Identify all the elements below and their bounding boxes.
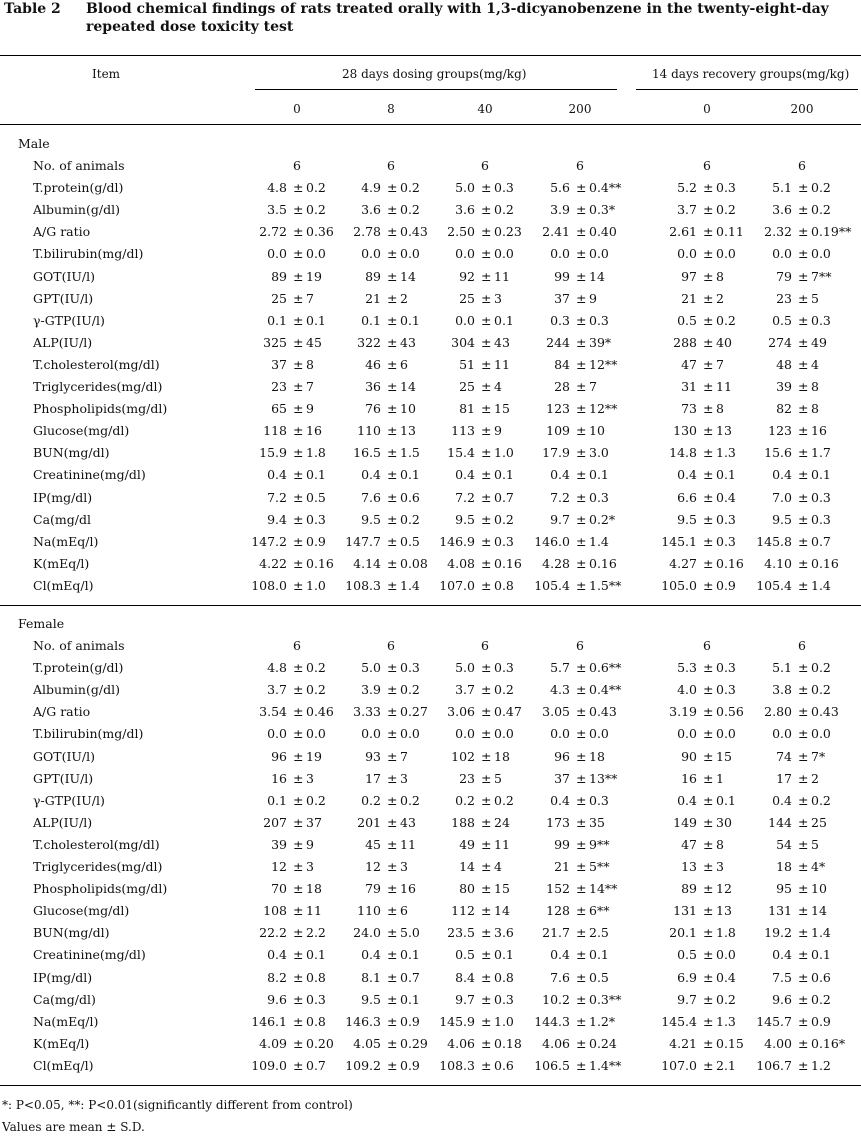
row-item-label: K(mEq/l)	[33, 555, 90, 571]
table-row: Ca(mg/dl) 9.6 ± 0.3 9.5 ± 0.1 9.7 ± 0.3 10.2 ± 0.3** 9.7 ± 0.2 9.6 ± 0.2	[0, 989, 861, 1011]
dose-header-5: 200	[790, 102, 814, 116]
row-item-label: Creatinine(mg/dl)	[33, 947, 146, 963]
table-row: Cl(mEq/l) 108.0 ± 1.0 108.3 ± 1.4 107.0 ± 0.8 105.4 ± 1.5** 105.0 ± 0.9 105.4 ± 1.4	[0, 575, 861, 597]
table-row: T.bilirubin(mg/dl) 0.0 ± 0.0 0.0 ± 0.0 0.0 ± 0.0 0.0 ± 0.0 0.0 ± 0.0 0.0 ± 0.0	[0, 243, 861, 265]
row-item-label: ALP(IU/l)	[33, 334, 93, 350]
table-row: Glucose(mg/dl) 118 ± 16 110 ± 13 113 ± 9 109 ± 10 130 ± 13 123 ± 16	[0, 420, 861, 442]
row-item-label: GPT(IU/l)	[33, 290, 94, 306]
table-row: Glucose(mg/dl) 108 ± 11 110 ± 6 112 ± 14 128 ± 6** 131 ± 13 131 ± 14	[0, 900, 861, 922]
table-row: K(mEq/l) 4.22 ± 0.16 4.14 ± 0.08 4.08 ± 0.16 4.28 ± 0.16 4.27 ± 0.16 4.10 ± 0.16	[0, 553, 861, 575]
row-item-label: Cl(mEq/l)	[33, 577, 94, 593]
table-row: Triglycerides(mg/dl) 12 ± 3 12 ± 3 14 ± 4 21 ± 5** 13 ± 3 18 ± 4*	[0, 856, 861, 878]
table-row: A/G ratio 2.72 ± 0.36 2.78 ± 0.43 2.50 ± 0.23 2.41 ± 0.40 2.61 ± 0.11 2.32 ± 0.19**	[0, 221, 861, 243]
dose-header-2: 40	[477, 102, 493, 116]
row-item-label: Triglycerides(mg/dl)	[33, 859, 163, 874]
row-item-label: GOT(IU/l)	[33, 748, 96, 764]
bottom-rule	[0, 1085, 861, 1086]
table-row: γ-GTP(IU/l) 0.1 ± 0.2 0.2 ± 0.2 0.2 ± 0.2 0.4 ± 0.3 0.4 ± 0.1 0.4 ± 0.2	[0, 790, 861, 812]
table-row: GOT(IU/l) 89 ± 19 89 ± 14 92 ± 11 99 ± 14 97 ± 8 79 ± 7**	[0, 266, 861, 288]
header-dosing-group: 28 days dosing groups(mg/kg)	[342, 67, 527, 81]
row-item-label: Phospholipids(mg/dl)	[33, 881, 168, 897]
table-row: T.cholesterol(mg/dl) 37 ± 8 46 ± 6 51 ± 11 84 ± 12** 47 ± 7 48 ± 4	[0, 354, 861, 376]
row-item-label: T.protein(g/dl)	[33, 180, 124, 196]
table-row: Triglycerides(mg/dl) 23 ± 7 36 ± 14 25 ± 4 28 ± 7 31 ± 11 39 ± 8	[0, 376, 861, 398]
row-item-label: Na(mEq/l)	[33, 533, 99, 549]
row-item-label: T.protein(g/dl)	[33, 660, 124, 676]
dose-header-3: 200	[568, 102, 592, 116]
section-label-female: Female	[18, 616, 65, 631]
table-row: ALP(IU/l) 325 ± 45 322 ± 43 304 ± 43 244 ± 39* 288 ± 40 274 ± 49	[0, 332, 861, 354]
table-row: GPT(IU/l) 16 ± 3 17 ± 3 23 ± 5 37 ± 13** 16 ± 1 17 ± 2	[0, 768, 861, 790]
row-item-label: T.cholesterol(mg/dl)	[33, 356, 160, 372]
dose-header-1: 8	[387, 102, 395, 116]
row-item-label: Glucose(mg/dl)	[33, 423, 130, 439]
recovery-group-rule	[636, 89, 858, 90]
section-label-male: Male	[18, 136, 50, 151]
header-item: Item	[92, 67, 121, 81]
row-item-label: GOT(IU/l)	[33, 268, 96, 284]
header-bottom-rule	[0, 124, 861, 125]
row-item-label: BUN(mg/dl)	[33, 445, 110, 461]
row-item-label: Albumin(g/dl)	[33, 202, 120, 218]
table-row: BUN(mg/dl) 15.9 ± 1.8 16.5 ± 1.5 15.4 ± 1.0 17.9 ± 3.0 14.8 ± 1.3 15.6 ± 1.7	[0, 442, 861, 464]
table-row: T.protein(g/dl) 4.8 ± 0.2 4.9 ± 0.2 5.0 ± 0.3 5.6 ± 0.4** 5.2 ± 0.3 5.1 ± 0.2	[0, 177, 861, 199]
dose-header-4: 0	[703, 102, 711, 116]
row-item-label: Triglycerides(mg/dl)	[33, 379, 163, 394]
table-row: No. of animals 6 6 6 6 6 6	[0, 635, 861, 657]
table-row: ALP(IU/l) 207 ± 37 201 ± 43 188 ± 24 173 ± 35 149 ± 30 144 ± 25	[0, 812, 861, 834]
section-divider-rule	[0, 605, 861, 606]
table-label: Table 2	[4, 1, 61, 17]
header-recovery-group: 14 days recovery groups(mg/kg)	[652, 67, 850, 81]
row-item-label: Na(mEq/l)	[33, 1013, 99, 1029]
table-row: Na(mEq/l) 147.2 ± 0.9 147.7 ± 0.5 146.9 ± 0.3 146.0 ± 1.4 145.1 ± 0.3 145.8 ± 0.7	[0, 531, 861, 553]
table-row: Ca(mg/dl 9.4 ± 0.3 9.5 ± 0.2 9.5 ± 0.2 9.7 ± 0.2* 9.5 ± 0.3 9.5 ± 0.3	[0, 509, 861, 531]
row-item-label: T.bilirubin(mg/dl)	[33, 246, 144, 262]
table-row: Na(mEq/l) 146.1 ± 0.8 146.3 ± 0.9 145.9 ± 1.0 144.3 ± 1.2* 145.4 ± 1.3 145.7 ± 0.9	[0, 1011, 861, 1033]
table-row: Phospholipids(mg/dl) 65 ± 9 76 ± 10 81 ± 15 123 ± 12** 73 ± 8 82 ± 8	[0, 398, 861, 420]
row-item-label: T.bilirubin(mg/dl)	[33, 726, 144, 742]
table-row: T.cholesterol(mg/dl) 39 ± 9 45 ± 11 49 ± 11 99 ± 9** 47 ± 8 54 ± 5	[0, 834, 861, 856]
table-row: No. of animals 6 6 6 6 6 6	[0, 155, 861, 177]
table-row: K(mEq/l) 4.09 ± 0.20 4.05 ± 0.29 4.06 ± 0.18 4.06 ± 0.24 4.21 ± 0.15 4.00 ± 0.16*	[0, 1033, 861, 1055]
row-item-label: No. of animals	[33, 158, 125, 173]
row-item-label: γ-GTP(IU/l)	[33, 792, 105, 808]
row-item-label: No. of animals	[33, 638, 125, 653]
row-item-label: γ-GTP(IU/l)	[33, 312, 105, 328]
row-item-label: K(mEq/l)	[33, 1035, 90, 1051]
row-item-label: BUN(mg/dl)	[33, 925, 110, 941]
table-row: GOT(IU/l) 96 ± 19 93 ± 7 102 ± 18 96 ± 18 90 ± 15 74 ± 7*	[0, 746, 861, 768]
row-item-label: Cl(mEq/l)	[33, 1057, 94, 1073]
row-item-label: Ca(mg/dl)	[33, 991, 96, 1007]
row-item-label: Ca(mg/dl	[33, 511, 91, 527]
table-row: GPT(IU/l) 25 ± 7 21 ± 2 25 ± 3 37 ± 9 21 ± 2 23 ± 5	[0, 288, 861, 310]
table-row: Cl(mEq/l) 109.0 ± 0.7 109.2 ± 0.9 108.3 ± 0.6 106.5 ± 1.4** 107.0 ± 2.1 106.7 ± 1.2	[0, 1055, 861, 1077]
footnote-significance: *: P<0.05, **: P<0.01(significantly different from control)	[2, 1098, 353, 1112]
top-rule	[0, 55, 861, 56]
row-item-label: GPT(IU/l)	[33, 770, 94, 786]
dose-header-0: 0	[293, 102, 301, 116]
table-row: A/G ratio 3.54 ± 0.46 3.33 ± 0.27 3.06 ± 0.47 3.05 ± 0.43 3.19 ± 0.56 2.80 ± 0.43	[0, 701, 861, 723]
table-row: IP(mg/dl) 7.2 ± 0.5 7.6 ± 0.6 7.2 ± 0.7 7.2 ± 0.3 6.6 ± 0.4 7.0 ± 0.3	[0, 487, 861, 509]
row-item-label: Albumin(g/dl)	[33, 682, 120, 698]
table-row: Phospholipids(mg/dl) 70 ± 18 79 ± 16 80 ± 15 152 ± 14** 89 ± 12 95 ± 10	[0, 878, 861, 900]
row-item-label: Creatinine(mg/dl)	[33, 467, 146, 483]
table-row: T.protein(g/dl) 4.8 ± 0.2 5.0 ± 0.3 5.0 ± 0.3 5.7 ± 0.6** 5.3 ± 0.3 5.1 ± 0.2	[0, 657, 861, 679]
table-title: Blood chemical findings of rats treated orally with 1,3-dicyanobenzene in the twenty-eight-day repeated dose toxicity test	[86, 1, 829, 35]
table-row: Creatinine(mg/dl) 0.4 ± 0.1 0.4 ± 0.1 0.5 ± 0.1 0.4 ± 0.1 0.5 ± 0.0 0.4 ± 0.1	[0, 944, 861, 966]
table-row: T.bilirubin(mg/dl) 0.0 ± 0.0 0.0 ± 0.0 0.0 ± 0.0 0.0 ± 0.0 0.0 ± 0.0 0.0 ± 0.0	[0, 723, 861, 745]
row-item-label: Glucose(mg/dl)	[33, 903, 130, 919]
table-row: IP(mg/dl) 8.2 ± 0.8 8.1 ± 0.7 8.4 ± 0.8 7.6 ± 0.5 6.9 ± 0.4 7.5 ± 0.6	[0, 967, 861, 989]
row-item-label: IP(mg/dl)	[33, 969, 93, 985]
row-item-label: A/G ratio	[33, 704, 91, 720]
row-item-label: ALP(IU/l)	[33, 814, 93, 830]
footnote-values: Values are mean ± S.D.	[2, 1120, 145, 1134]
table-row: Creatinine(mg/dl) 0.4 ± 0.1 0.4 ± 0.1 0.4 ± 0.1 0.4 ± 0.1 0.4 ± 0.1 0.4 ± 0.1	[0, 464, 861, 486]
dosing-group-rule	[255, 89, 617, 90]
row-item-label: Phospholipids(mg/dl)	[33, 401, 168, 417]
table-row: Albumin(g/dl) 3.7 ± 0.2 3.9 ± 0.2 3.7 ± 0.2 4.3 ± 0.4** 4.0 ± 0.3 3.8 ± 0.2	[0, 679, 861, 701]
table-row: γ-GTP(IU/l) 0.1 ± 0.1 0.1 ± 0.1 0.0 ± 0.1 0.3 ± 0.3 0.5 ± 0.2 0.5 ± 0.3	[0, 310, 861, 332]
row-item-label: T.cholesterol(mg/dl)	[33, 836, 160, 852]
row-item-label: IP(mg/dl)	[33, 489, 93, 505]
row-item-label: A/G ratio	[33, 224, 91, 240]
table-row: Albumin(g/dl) 3.5 ± 0.2 3.6 ± 0.2 3.6 ± 0.2 3.9 ± 0.3* 3.7 ± 0.2 3.6 ± 0.2	[0, 199, 861, 221]
table-row: BUN(mg/dl) 22.2 ± 2.2 24.0 ± 5.0 23.5 ± 3.6 21.7 ± 2.5 20.1 ± 1.8 19.2 ± 1.4	[0, 922, 861, 944]
